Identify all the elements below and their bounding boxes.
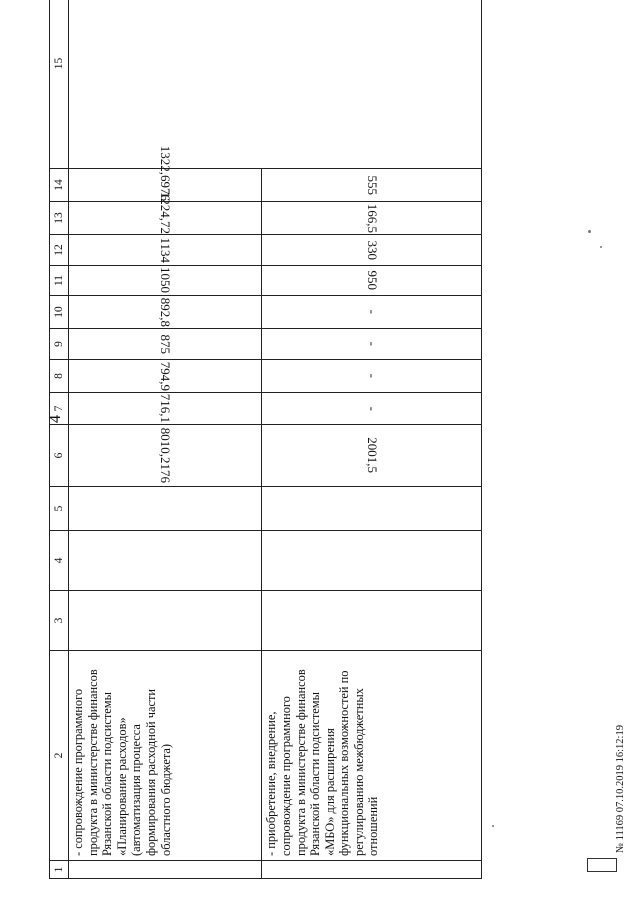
table-row bbox=[69, 0, 262, 879]
cell-col12 bbox=[262, 235, 482, 266]
value-col10: - bbox=[364, 309, 380, 315]
cell-col14 bbox=[69, 145, 262, 202]
value-col14: 1322,6976 bbox=[158, 145, 174, 201]
cell-col6 bbox=[262, 425, 482, 487]
value-col12: 330 bbox=[364, 240, 380, 260]
cell-col4 bbox=[69, 531, 262, 591]
value-col7: 716,1 bbox=[158, 393, 174, 424]
cell-col7 bbox=[262, 393, 482, 425]
scan-speck bbox=[600, 246, 602, 248]
cell-col1 bbox=[262, 861, 482, 879]
value-col13: 166,5 bbox=[364, 203, 380, 233]
value-col13: 1224,72 bbox=[158, 191, 174, 234]
col-header-12: 12 bbox=[50, 235, 69, 266]
value-col9: - bbox=[364, 341, 380, 347]
cell-col10 bbox=[262, 296, 482, 329]
cell-col9 bbox=[262, 329, 482, 360]
cell-col8 bbox=[262, 360, 482, 393]
cell-col9 bbox=[69, 329, 262, 360]
cell-col10 bbox=[69, 296, 262, 329]
cell-col3 bbox=[69, 591, 262, 651]
cell-col13 bbox=[262, 202, 482, 235]
col-header-7: 7 bbox=[50, 393, 69, 425]
value-col6: 2001,5 bbox=[364, 437, 380, 474]
value-col11: 950 bbox=[364, 270, 380, 291]
cell-col13 bbox=[69, 191, 262, 235]
col-header-3: 3 bbox=[50, 591, 69, 651]
cell-col5 bbox=[262, 487, 482, 531]
value-col6: 8010,2176 bbox=[158, 427, 174, 484]
electronic-document-stamp-icon bbox=[587, 858, 617, 872]
cell-col3 bbox=[262, 591, 482, 651]
cell-col5 bbox=[69, 487, 262, 531]
registration-stamp-text: № 11169 07.10.2019 16:12:19 bbox=[615, 725, 626, 853]
value-col10: 892,8 bbox=[158, 297, 174, 327]
value-col11: 1050 bbox=[158, 267, 174, 294]
cell-col6 bbox=[69, 425, 262, 487]
header-row bbox=[50, 0, 69, 879]
col-header-2: 2 bbox=[50, 651, 69, 861]
col-header-5: 5 bbox=[50, 487, 69, 531]
scan-speck bbox=[492, 825, 494, 827]
col-header-11: 11 bbox=[50, 266, 69, 296]
value-col7: - bbox=[364, 406, 380, 411]
col-header-13: 13 bbox=[50, 202, 69, 235]
col-header-8: 8 bbox=[50, 360, 69, 393]
col-header-1: 1 bbox=[50, 861, 69, 879]
value-col14: 555 bbox=[364, 175, 380, 195]
col-header-4: 4 bbox=[50, 531, 69, 591]
cell-col15 bbox=[69, 0, 482, 169]
col-header-6: 6 bbox=[50, 425, 69, 487]
col-header-9: 9 bbox=[50, 329, 69, 360]
col-header-15: 15 bbox=[50, 0, 69, 169]
value-col9: 875 bbox=[158, 334, 174, 354]
cell-col4 bbox=[262, 531, 482, 591]
value-col8: - bbox=[364, 373, 380, 379]
col-header-14: 14 bbox=[50, 169, 69, 202]
cell-col11 bbox=[262, 266, 482, 296]
cell-col7 bbox=[69, 393, 262, 425]
cell-col8 bbox=[69, 360, 262, 393]
scan-speck bbox=[588, 230, 591, 233]
cell-col14 bbox=[262, 169, 482, 202]
col-header-10: 10 bbox=[50, 296, 69, 329]
value-col8: 794,9 bbox=[158, 361, 174, 391]
value-col12: 1134 bbox=[158, 237, 174, 263]
page-number: 4 bbox=[47, 415, 64, 423]
cell-col11 bbox=[69, 266, 262, 296]
rotated-table-container bbox=[49, 19, 482, 879]
cell-col1 bbox=[69, 861, 262, 879]
cell-col12 bbox=[69, 235, 262, 266]
row-description: - сопровождение программного продукта в министерстве финансов Рязанской области подсистемы «Планирование расходов» (автоматизация процесса формирования расходной части областного бюджета) bbox=[69, 651, 262, 861]
budget-table bbox=[49, 0, 482, 879]
row-description: - приобретение, внедрение, сопровождение программного продукта в министерстве финансов Рязанской области подсистемы «МБО» для расширения функциональных возможностей по регулированию межбюджетных отношений bbox=[262, 651, 482, 861]
